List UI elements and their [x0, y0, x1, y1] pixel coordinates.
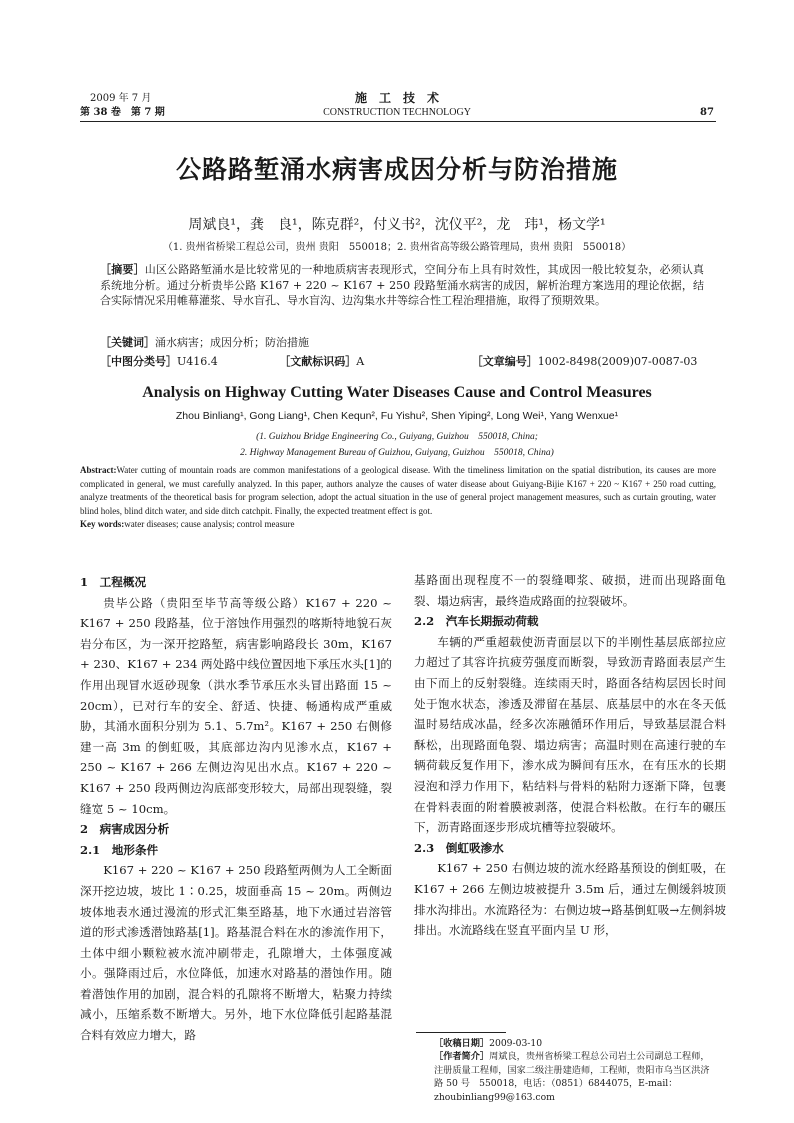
abstract-en-label: Abstract: — [80, 465, 117, 475]
received-date-label: ［收稿日期］ — [434, 1038, 490, 1049]
header-volume: 第 38 卷 第 7 期 — [80, 107, 165, 118]
abstract-cn — [100, 262, 704, 309]
footnote-rule — [416, 1032, 506, 1033]
doc-code-value: A — [356, 355, 365, 368]
section-2-heading: 2 病害成因分析 — [80, 822, 170, 837]
abstract-en — [80, 464, 716, 532]
section-2-3-heading: 2.3 倒虹吸渗水 — [414, 840, 504, 855]
authors-cn: 周斌良¹，龚 良¹，陈克群²，付义书²，沈仪平²，龙 玮¹，杨文学¹ — [188, 217, 606, 233]
affiliation-en-1: (1. Guizhou Bridge Engineering Co., Guiyang, Guizhou 550018, China; — [256, 432, 538, 442]
right-column — [414, 570, 726, 941]
section-2-1-paragraph: K167 + 220 ~ K167 + 250 段路堑两侧为人工全断面深开挖边坡，坡比 1∶0.25，坡面垂高 15 ~ 20m。两侧边坡体地表水通过漫流的形式汇集至路基，地下水通过岩溶管道的形式渗透潜蚀路基[1]。路基混合料在水的渗流作用下，土体中细小颗粒被水流冲刷带走，孔隙增大，土体强度减小。强降雨过后，水位降低，加速水对路基的潜蚀作用。随着潜蚀作用的加剧，混合料的孔隙将不断增大，粘聚力持续减小，压缩系数不断增大。另外，地下水位降低引起路基混合料有效应力增大，路 — [80, 863, 392, 1043]
keywords-cn-text: 涌水病害；成因分析；防治措施 — [155, 336, 309, 349]
received-date-value: 2009-03-10 — [489, 1038, 543, 1049]
section-1-heading: 1 工程概况 — [80, 575, 147, 589]
section-1-paragraph: 贵毕公路（贵阳至毕节高等级公路）K167 + 220 ~ K167 + 250 段路基，位于溶蚀作用强烈的喀斯特地貌石灰岩分布区，为一深开挖路堑，病害影响路段长 30m，K167 + 230、K167 + 234 两处路中线位置因地下承压水头[1]的作用出现冒水返砂现象（洪水季节承压水头冒出路面 15 ~ 20cm），已对行车的安全、舒适、快捷、畅通构成严重威胁，其涌水面积分别为 5.1、5.7m²。K167 + 250 右侧修建一高 3m 的倒虹吸，其底部边沟内见渗水点，K167 + 250 ~ K167 + 266 左侧边沟见出水点。K167 + 220 ~ K167 + 250 段两侧边沟底部变形较大，局部出现裂缝，裂缝宽 5 ~ 10cm。 — [80, 595, 392, 816]
affiliation-en-2: 2. Highway Management Bureau of Guizhou, Guiyang, Guizhou 550018, China) — [240, 448, 554, 458]
doc-code-label: ［文献标识码］ — [279, 355, 357, 368]
header-rule — [80, 121, 716, 122]
clc-label: ［中图分类号］ — [100, 355, 177, 368]
authors-en: Zhou Binliang¹, Gong Liang¹, Chen Kequn², Fu Yishu², Shen Yiping², Long Wei¹, Yang Wenxue¹ — [175, 410, 619, 422]
header-journal-en: CONSTRUCTION TECHNOLOGY — [323, 107, 471, 118]
section-2-1-heading: 2.1 地形条件 — [80, 842, 159, 857]
paper-title-cn: 公路路堑涌水病害成因分析与防治措施 — [175, 155, 618, 184]
article-number-label: ［文章编号］ — [471, 355, 538, 368]
keywords-en-text: water diseases; cause analysis; control measure — [124, 519, 295, 530]
header-date: 2009 年 7 月 — [90, 93, 152, 104]
section-2-2-paragraph: 车辆的严重超载使沥青面层以下的半刚性基层底部拉应力超过了其容许抗疲劳强度而断裂，导致沥青路面表层产生由下而上的反射裂缝。连续雨天时，路面各结构层因长时间处于饱水状态，渗透及滞留在基层、底基层中的水在冬天低温时易结成冰晶，经多次冻融循环作用后，导致基层混合料酥松，出现路面龟裂、塌边病害；高温时则在高速行驶的车辆荷载反复作用下，渗水成为瞬间有压水，在有压水的长期浸泡和浮力作用下，粘结料与骨料的粘附力逐渐下降，包裹在骨料表面的附着膜被剥落，使混合料松散。在行车的碾压下，沥青路面逐步形成坑槽等拉裂破坏。 — [414, 634, 726, 835]
classification-line — [100, 354, 704, 370]
author-bio-text: 周斌良，贵州省桥梁工程总公司岩土公司副总工程师，注册质量工程师，国家二级注册建造师，工程师，贵阳市乌当区洪济路 50 号 550018，电话：（0851）6844075，E-mail：zhoubinliang99@163.com — [434, 1051, 710, 1103]
section-2-2-heading: 2.2 汽车长期振动荷载 — [414, 614, 539, 629]
continued-paragraph: 基路面出现程度不一的裂缝唧浆、破损，进而出现路面龟裂、塌边病害，最终造成路面的拉裂破坏。 — [414, 573, 726, 608]
paper-title-en: Analysis on Highway Cutting Water Diseases Cause and Control Measures — [142, 384, 652, 401]
keywords-en-label: Key words: — [80, 519, 125, 530]
keywords-cn-label: ［关键词］ — [100, 336, 155, 349]
affiliation-cn: （1. 贵州省桥梁工程总公司，贵州 贵阳 550018；2. 贵州省高等级公路管理局，贵州 贵阳 550018） — [162, 242, 632, 253]
footnote — [434, 1037, 716, 1104]
header-journal-cn: 施 工 技 术 — [354, 91, 439, 105]
article-number-value: 1002-8498(2009)07-0087-03 — [537, 355, 698, 368]
author-bio-label: ［作者简介］ — [434, 1051, 490, 1063]
header-page-number: 87 — [700, 107, 714, 118]
abstract-cn-label: ［摘要］ — [100, 263, 145, 276]
section-2-3-paragraph: K167 + 250 右侧边坡的流水经路基预设的倒虹吸，在 K167 + 266 左侧边坡被提升 3.5m 后，通过左侧缓斜坡顶排水沟排出。水流路径为：右侧边坡→路基倒虹吸→左侧斜坡排出。水流路线在竖直平面内呈 U 形， — [414, 861, 726, 938]
keywords-cn — [100, 335, 704, 351]
abstract-cn-text: 山区公路路堑涌水是比较常见的一种地质病害表现形式，空间分布上具有时效性，其成因一般比较复杂，必须认真系统地分析。通过分析贵毕公路 K167 + 220 ~ K167 + 250 段路堑涌水病害的成因，解析治理方案选用的理论依据，结合实际情况采用帷幕灌浆、导水盲孔、导水盲沟、边沟集水井等综合性工程治理措施，取得了预期效果。 — [100, 263, 705, 307]
left-column — [80, 572, 392, 1046]
clc-value: U416.4 — [177, 355, 218, 368]
abstract-en-text: Water cutting of mountain roads are common manifestations of a geological disease. With the timeliness limitation on the spatial distribution, its causes are more complicated in general, we must carefully analyzed. In this paper, authors analyze the causes of water disease about Guiyang-Bijie K167 + 220 ~ K167 + 250 road cutting, analyze treatments of the theoretical basis for program selection, adopt the actual situation in the use of general project management measures, such as curtain grouting, water blind holes, blind ditch water, and side ditch catchpit. Finally, the expected treatment effect is got. — [80, 465, 716, 516]
